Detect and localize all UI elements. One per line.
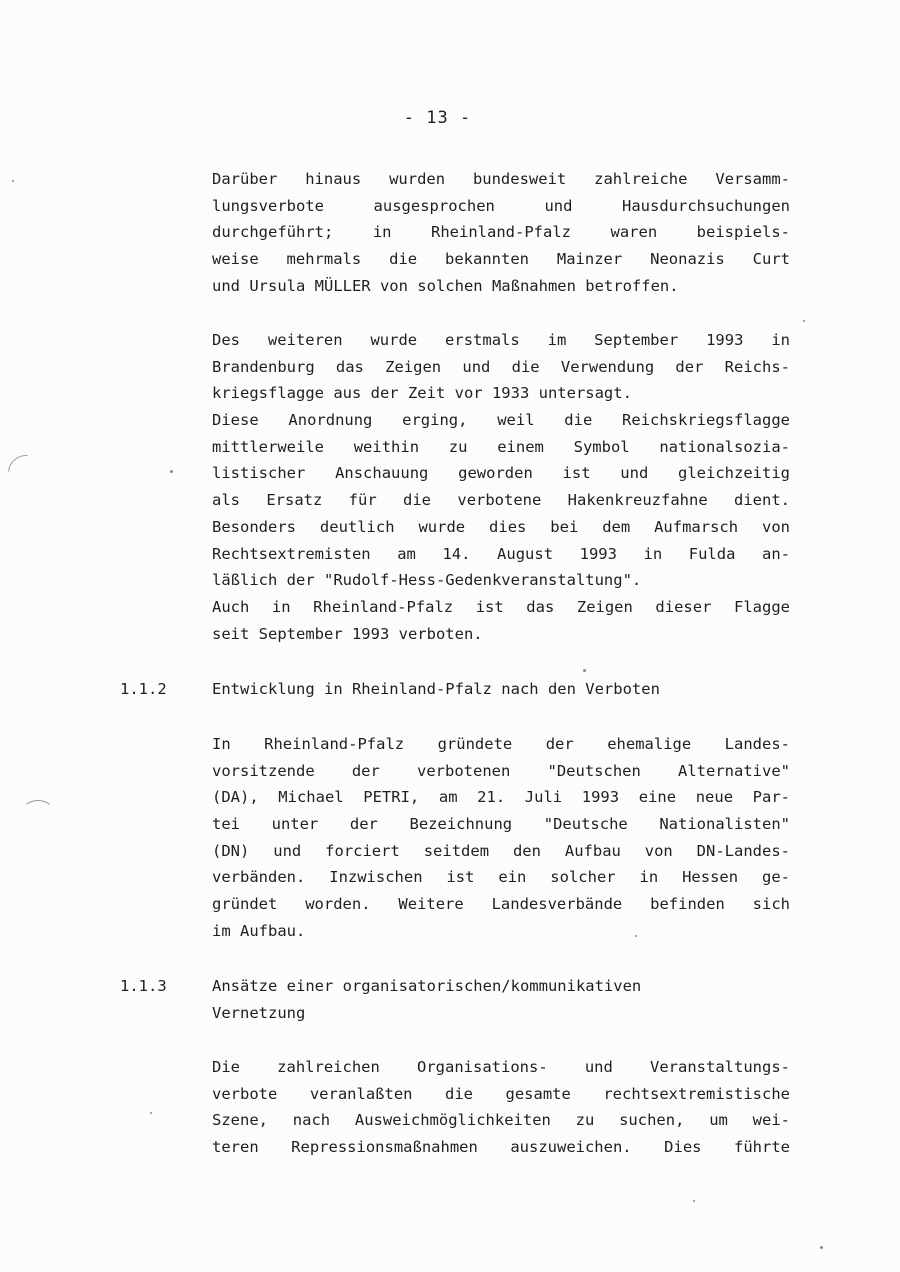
- page-number: - 13 -: [403, 108, 472, 128]
- text-line: weise mehrmals die bekannten Mainzer Neonazis Curt: [212, 250, 790, 269]
- text-line: Besonders deutlich wurde dies bei dem Aufmarsch von: [212, 517, 790, 536]
- paragraph-networking: [212, 1054, 790, 1161]
- text-line: Rechtsextremisten am 14. August 1993 in Fulda an-: [212, 544, 790, 563]
- text-line: seit September 1993 verboten.: [212, 624, 483, 643]
- text-line: listischer Anschauung geworden ist und gleichzeitig: [212, 464, 790, 483]
- heading-line: Entwicklung in Rheinland-Pfalz nach den Verboten: [212, 680, 660, 698]
- paragraph-dn-party: [212, 731, 790, 945]
- scan-speck: [693, 1200, 695, 1202]
- scan-speck: [820, 1246, 823, 1249]
- text-line: Auch in Rheinland-Pfalz ist das Zeigen dieser Flagge: [212, 597, 790, 616]
- text-line: und Ursula MÜLLER von solchen Maßnahmen betroffen.: [212, 276, 679, 295]
- text-line: teren Repressionsmaßnahmen auszuweichen. Dies führte: [212, 1138, 790, 1157]
- text-line: tei unter der Bezeichnung "Deutsche Nationalisten": [212, 815, 790, 834]
- section-number: 1.1.2: [120, 680, 167, 698]
- text-line: kriegsflagge aus der Zeit vor 1933 untersagt.: [212, 384, 632, 403]
- paragraph-search-measures: [212, 166, 790, 299]
- text-line: Brandenburg das Zeigen und die Verwendung der Reichs-: [212, 357, 790, 376]
- text-line: Darüber hinaus wurden bundesweit zahlreiche Versamm-: [212, 170, 790, 188]
- text-line: mittlerweile weithin zu einem Symbol nationalsozia-: [212, 437, 790, 456]
- text-line: verbänden. Inzwischen ist ein solcher in Hessen ge-: [212, 868, 790, 887]
- text-line: Diese Anordnung erging, weil die Reichskriegsflagge: [212, 411, 790, 430]
- text-line: läßlich der "Rudolf-Hess-Gedenkveranstaltung".: [212, 571, 642, 590]
- section-number: 1.1.3: [120, 977, 167, 995]
- section-heading: [212, 973, 790, 1026]
- text-line: (DN) und forciert seitdem den Aufbau von DN-Landes-: [212, 841, 790, 860]
- text-line: verbote veranlaßten die gesamte rechtsextremistische: [212, 1084, 790, 1103]
- scan-speck: [12, 180, 14, 182]
- paragraph-flag-ban: [212, 327, 790, 647]
- text-line: durchgeführt; in Rheinland-Pfalz waren beispiels-: [212, 223, 790, 242]
- scan-mark: [22, 800, 54, 824]
- scan-speck: [635, 935, 637, 937]
- heading-line: Ansätze einer organisatorischen/kommunikativen: [212, 977, 642, 995]
- scan-speck: [803, 320, 805, 322]
- text-line: gründet worden. Weitere Landesverbände befinden sich: [212, 895, 790, 914]
- scan-mark: [1, 448, 52, 499]
- text-line: als Ersatz für die verbotene Hakenkreuzfahne dient.: [212, 491, 790, 510]
- text-line: im Aufbau.: [212, 921, 306, 940]
- heading-line: Vernetzung: [212, 1003, 306, 1022]
- text-line: Des weiteren wurde erstmals im September 1993 in: [212, 331, 790, 349]
- scan-speck: [170, 470, 173, 473]
- text-line: lungsverbote ausgesprochen und Hausdurchsuchungen: [212, 196, 790, 215]
- text-line: Szene, nach Ausweichmöglichkeiten zu suchen, um wei-: [212, 1111, 790, 1130]
- scan-speck: [150, 1112, 152, 1114]
- scan-speck: [583, 669, 586, 672]
- text-line: In Rheinland-Pfalz gründete der ehemalige Landes-: [212, 735, 790, 753]
- text-line: Die zahlreichen Organisations- und Veranstaltungs-: [212, 1058, 790, 1076]
- text-line: vorsitzende der verbotenen "Deutschen Alternative": [212, 761, 790, 780]
- section-heading: [212, 676, 790, 703]
- text-line: (DA), Michael PETRI, am 21. Juli 1993 eine neue Par-: [212, 788, 790, 807]
